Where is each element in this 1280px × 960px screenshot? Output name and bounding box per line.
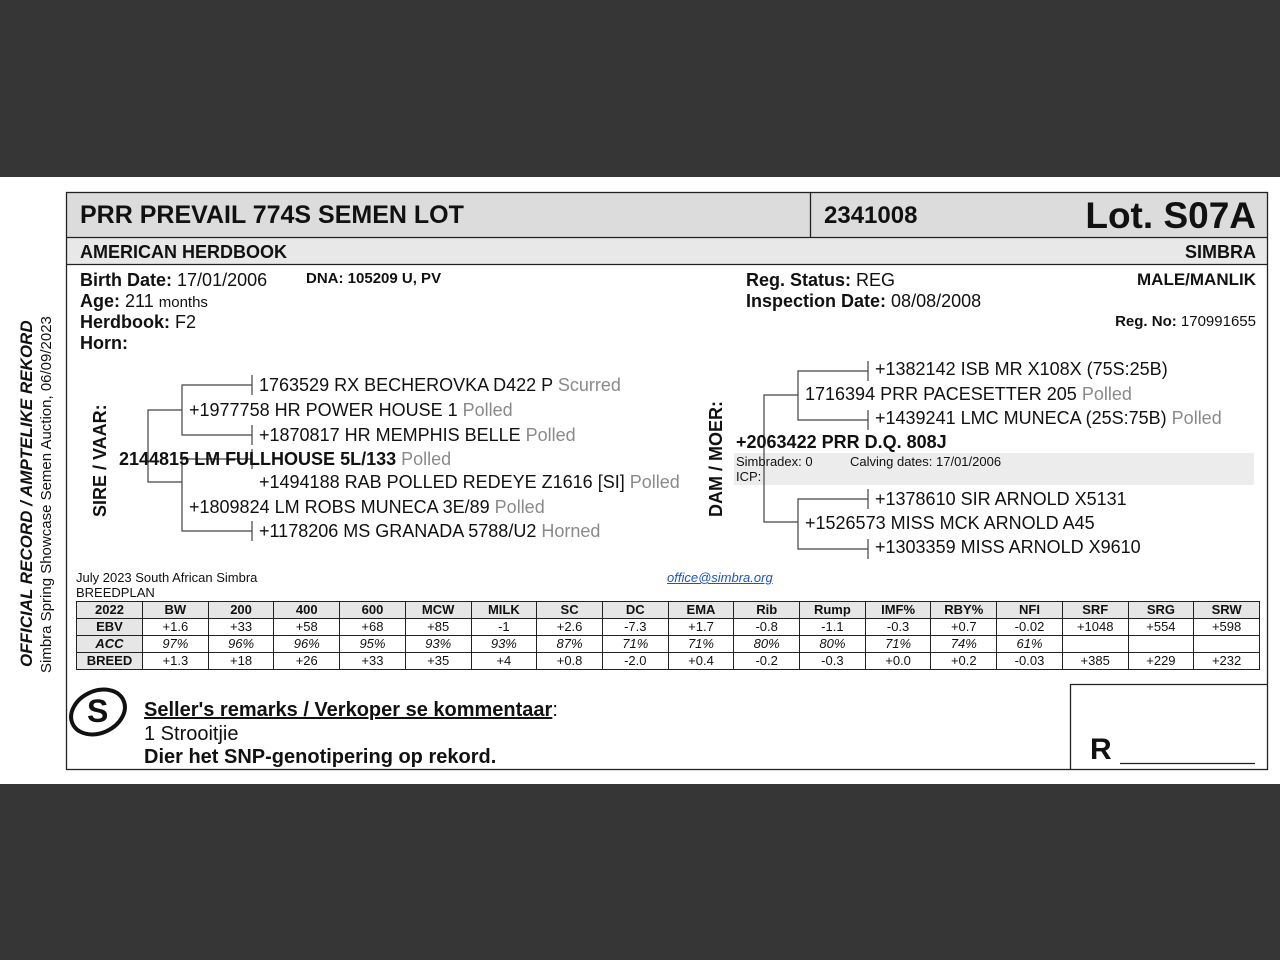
reg-no-label: Reg. No: <box>1115 313 1177 330</box>
dam-simbradex: Simbradex: 0 <box>736 454 813 469</box>
ebv-header-cell: Rump <box>800 602 866 619</box>
dam-icp: ICP: <box>736 469 762 484</box>
sire-sd-name: +1870817 HR MEMPHIS BELLE <box>259 425 521 445</box>
ebv-cell: 96% <box>274 636 340 653</box>
ebv-row-label: ACC <box>77 636 143 653</box>
r-label: R <box>1090 733 1112 766</box>
ebv-cell: +33 <box>208 619 274 636</box>
birth-date-value: 17/01/2006 <box>177 270 268 290</box>
lot-card <box>0 177 1280 784</box>
ebv-cell: +18 <box>208 653 274 670</box>
ebv-cell: -2.0 <box>602 653 668 670</box>
ebv-cell: +554 <box>1128 619 1194 636</box>
ebv-cell: 97% <box>143 636 209 653</box>
inspection-date-label: Inspection Date: <box>746 291 887 311</box>
age <box>80 291 208 312</box>
ebv-header-cell: IMF% <box>865 602 931 619</box>
ebv-cell: -0.8 <box>734 619 800 636</box>
email-link[interactable]: office@simbra.org <box>667 570 773 585</box>
ebv-cell: +26 <box>274 653 340 670</box>
dna-value: 105209 U, PV <box>347 270 442 287</box>
dam-dd <box>875 537 1141 558</box>
breed-row <box>77 653 1260 670</box>
lot-number: 2341008 <box>824 202 918 229</box>
remarks-line2: Dier het SNP-genotipering op rekord. <box>144 746 497 768</box>
sire-ss-note: Scurred <box>557 375 621 395</box>
ebv-cell: 74% <box>931 636 997 653</box>
sire-d <box>189 497 545 518</box>
ebv-cell: 71% <box>668 636 734 653</box>
herdbook-field-label: Herdbook: <box>80 312 170 332</box>
dam-s-note: Polled <box>1081 384 1132 404</box>
herdbook-label: AMERICAN HERDBOOK <box>80 242 287 262</box>
ebv-header-cell: 400 <box>274 602 340 619</box>
dam-ds-name: +1378610 SIR ARNOLD X5131 <box>875 489 1127 509</box>
sire-label: SIRE / VAAR: <box>90 404 110 517</box>
simbra-logo-letter: S <box>87 693 109 729</box>
horn-label: Horn: <box>80 333 128 353</box>
sire-main <box>119 449 451 470</box>
ebv-cell: -0.02 <box>997 619 1063 636</box>
ebv-cell: +33 <box>340 653 406 670</box>
remarks-title <box>144 699 558 722</box>
sire-d-note: Polled <box>494 497 545 517</box>
ebv-cell: +598 <box>1194 619 1260 636</box>
ebv-header-cell: 2022 <box>77 602 143 619</box>
dam-main: +2063422 PRR D.Q. 808J <box>736 432 947 452</box>
sire-main-name: 2144815 LM FULLHOUSE 5L/133 <box>119 449 397 469</box>
ebv-cell: 71% <box>602 636 668 653</box>
ebv-cell: +0.8 <box>537 653 603 670</box>
age-unit: months <box>158 294 208 311</box>
sex-label: MALE/MANLIK <box>1137 270 1256 289</box>
ebv-cell: +2.6 <box>537 619 603 636</box>
sire-dd-note: Horned <box>541 521 601 541</box>
ebv-header-cell: MILK <box>471 602 537 619</box>
ebv-cell: 96% <box>208 636 274 653</box>
ebv-header-cell: SRF <box>1062 602 1128 619</box>
auction-label: Simbra Spring Showcase Semen Auction, 06/09/2023 <box>38 316 55 673</box>
sire-ss-name: 1763529 RX BECHEROVKA D422 P <box>259 375 553 395</box>
sire-ds <box>259 472 680 493</box>
sire-ss <box>259 375 621 396</box>
ebv-cell: +68 <box>340 619 406 636</box>
reg-no <box>1115 313 1256 330</box>
ebv-table <box>76 601 1260 670</box>
herdbook-value: F2 <box>175 312 197 332</box>
dam-sd-note: Polled <box>1171 408 1222 428</box>
ebv-cell: 87% <box>537 636 603 653</box>
age-label: Age: <box>80 291 120 311</box>
reg-status-value: REG <box>856 270 896 290</box>
dam-label: DAM / MOER: <box>706 401 726 517</box>
ebv-header-cell: 200 <box>208 602 274 619</box>
ebv-cell: -0.2 <box>734 653 800 670</box>
dam-s-name: 1716394 PRR PACESETTER 205 <box>805 384 1077 404</box>
ebv-cell: +232 <box>1194 653 1260 670</box>
ebv-cell: +1.3 <box>143 653 209 670</box>
sire-sd <box>259 425 576 446</box>
ebv-cell: +1.6 <box>143 619 209 636</box>
ebv-header-cell: RBY% <box>931 602 997 619</box>
ebv-cell: 93% <box>471 636 537 653</box>
ebv-row <box>77 619 1260 636</box>
ebv-cell: 80% <box>734 636 800 653</box>
birth-date-label: Birth Date: <box>80 270 173 290</box>
ebv-source: July 2023 South African Simbra <box>76 570 258 585</box>
sire-s <box>189 400 513 421</box>
remarks-title-text: Seller's remarks / Verkoper se kommentaar <box>144 699 553 721</box>
ebv-cell: -0.3 <box>800 653 866 670</box>
ebv-cell: 93% <box>405 636 471 653</box>
sire-d-name: +1809824 LM ROBS MUNECA 3E/89 <box>189 497 490 517</box>
dam-ss <box>875 359 1168 380</box>
dna-label: DNA: <box>306 270 344 287</box>
ebv-row-label: BREED <box>77 653 143 670</box>
ebv-cell: -1 <box>471 619 537 636</box>
reg-no-value: 170991655 <box>1180 313 1256 330</box>
age-value: 211 <box>125 291 154 311</box>
ebv-cell: -0.3 <box>865 619 931 636</box>
ebv-cell <box>1194 636 1260 653</box>
dam-calving: Calving dates: 17/01/2006 <box>850 454 1002 469</box>
sire-main-note: Polled <box>401 449 452 469</box>
remarks-line1: 1 Strooitjie <box>144 723 239 745</box>
ebv-cell: +0.7 <box>931 619 997 636</box>
ebv-header-cell: SRG <box>1128 602 1194 619</box>
ebv-cell: +4 <box>471 653 537 670</box>
inspection-date-value: 08/08/2008 <box>891 291 982 311</box>
ebv-cell: +0.0 <box>865 653 931 670</box>
acc-row <box>77 636 1260 653</box>
dam-ds <box>875 489 1127 510</box>
ebv-header-cell: SC <box>537 602 603 619</box>
ebv-cell: 61% <box>997 636 1063 653</box>
ebv-cell: +35 <box>405 653 471 670</box>
ebv-cell <box>1128 636 1194 653</box>
simbra-logo-icon <box>66 682 132 742</box>
ebv-cell: -1.1 <box>800 619 866 636</box>
ebv-header-cell: BW <box>143 602 209 619</box>
lot-label: Lot. S07A <box>1085 195 1256 236</box>
ebv-cell: 71% <box>865 636 931 653</box>
reg-status <box>746 270 895 291</box>
dam-d <box>805 513 1095 534</box>
ebv-header-cell: Rib <box>734 602 800 619</box>
sire-s-note: Polled <box>462 400 513 420</box>
sire-dd-name: +1178206 MS GRANADA 5788/U2 <box>259 521 537 541</box>
ebv-header-cell: DC <box>602 602 668 619</box>
breed-label: SIMBRA <box>1185 242 1256 262</box>
sire-ds-name: +1494188 RAB POLLED REDEYE Z1616 [SI] <box>259 472 625 492</box>
ebv-header-cell: SRW <box>1194 602 1260 619</box>
sire-s-name: +1977758 HR POWER HOUSE 1 <box>189 400 458 420</box>
ebv-cell: +0.2 <box>931 653 997 670</box>
ebv-method: BREEDPLAN <box>76 585 155 600</box>
reg-status-label: Reg. Status: <box>746 270 852 290</box>
dam-d-name: +1526573 MISS MCK ARNOLD A45 <box>805 513 1095 533</box>
dam-ss-name: +1382142 ISB MR X108X (75S:25B) <box>875 359 1168 379</box>
herdbook <box>80 312 196 333</box>
ebv-cell: +229 <box>1128 653 1194 670</box>
inspection-date <box>746 291 981 312</box>
sire-dd <box>259 521 600 542</box>
lot-title: PRR PREVAIL 774S SEMEN LOT <box>80 201 464 229</box>
ebv-cell: 95% <box>340 636 406 653</box>
ebv-cell: +58 <box>274 619 340 636</box>
ebv-header-cell: NFI <box>997 602 1063 619</box>
sire-sd-note: Polled <box>525 425 576 445</box>
ebv-header-cell: EMA <box>668 602 734 619</box>
official-record-label: OFFICIAL RECORD / AMPTELIKE REKORD <box>17 320 36 667</box>
birth-date <box>80 270 267 291</box>
dam-sd-name: +1439241 LMC MUNECA (25S:75B) <box>875 408 1167 428</box>
dna <box>306 270 441 287</box>
ebv-cell: -0.03 <box>997 653 1063 670</box>
sire-ds-note: Polled <box>629 472 680 492</box>
dam-s <box>805 384 1132 405</box>
ebv-cell: +85 <box>405 619 471 636</box>
ebv-header-row <box>77 602 1260 619</box>
dam-sd <box>875 408 1222 429</box>
ebv-cell: +1048 <box>1062 619 1128 636</box>
remarks-colon: : <box>552 699 558 721</box>
ebv-cell: +0.4 <box>668 653 734 670</box>
ebv-cell <box>1062 636 1128 653</box>
ebv-cell: +385 <box>1062 653 1128 670</box>
dam-dd-name: +1303359 MISS ARNOLD X9610 <box>875 537 1141 557</box>
ebv-cell: 80% <box>800 636 866 653</box>
ebv-cell: -7.3 <box>602 619 668 636</box>
ebv-row-label: EBV <box>77 619 143 636</box>
ebv-cell: +1.7 <box>668 619 734 636</box>
ebv-header-cell: 600 <box>340 602 406 619</box>
ebv-header-cell: MCW <box>405 602 471 619</box>
